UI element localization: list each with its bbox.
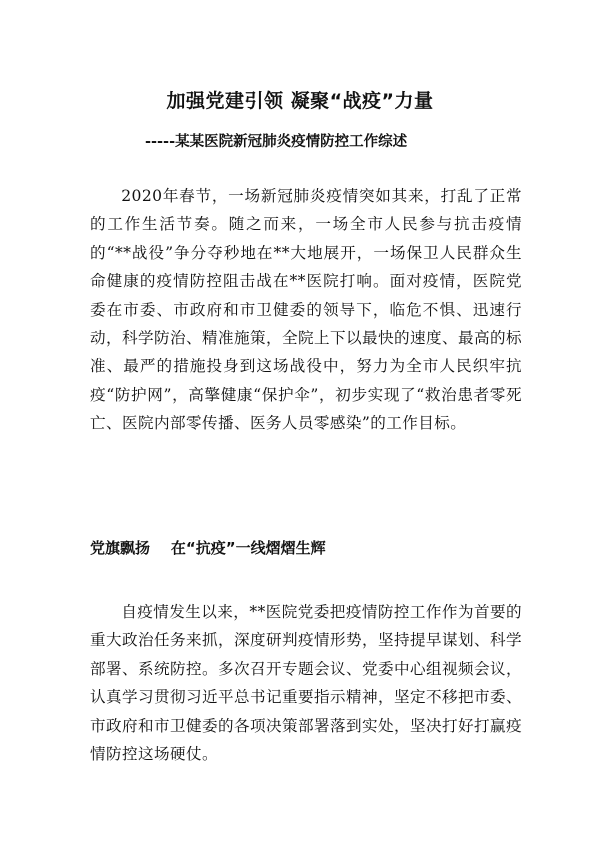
body-paragraph-section-1: 自疫情发生以来，**医院党委把疫情防控工作作为首要的重大政治任务来抓，深度研判疫情形势，坚持提早谋划、科学部署、系统防控。多次召开专题会议、党委中心组视频会议，认真学习贯彻习近平总书记重要指示精神，坚定不移把市委、市政府和市卫健委的各项决策部署落到实处，坚决打好打赢疫情防控这场硬仗。 bbox=[90, 603, 522, 764]
document-title: 加强党建引领 凝聚“战疫”力量 bbox=[166, 90, 434, 112]
section-heading: 党旗飘扬 在“抗疫”一线熠熠生辉 bbox=[90, 539, 326, 557]
document-subtitle: -----某某医院新冠肺炎疫情防控工作综述 bbox=[145, 133, 408, 150]
body-paragraph-intro: 2020年春节，一场新冠肺炎疫情突如其来，打乱了正常的工作生活节奏。随之而来，一场全市人民参与抗击疫情的“**战役”争分夺秒地在**大地展开，一场保卫人民群众生命健康的疫情防控阻击战在**医院打响。面对疫情，医院党委在市委、市政府和市卫健委的领导下，临危不惧、迅速行动，科学防治、精准施策，全院上下以最快的速度、最高的标准、最严的措施投身到这场战役中，努力为全市人民织牢抗疫“防护网”，高擎健康“保护伞”，初步实现了“救治患者零死亡、医院内部零传播、医务人员零感染”的工作目标。 bbox=[90, 187, 522, 433]
